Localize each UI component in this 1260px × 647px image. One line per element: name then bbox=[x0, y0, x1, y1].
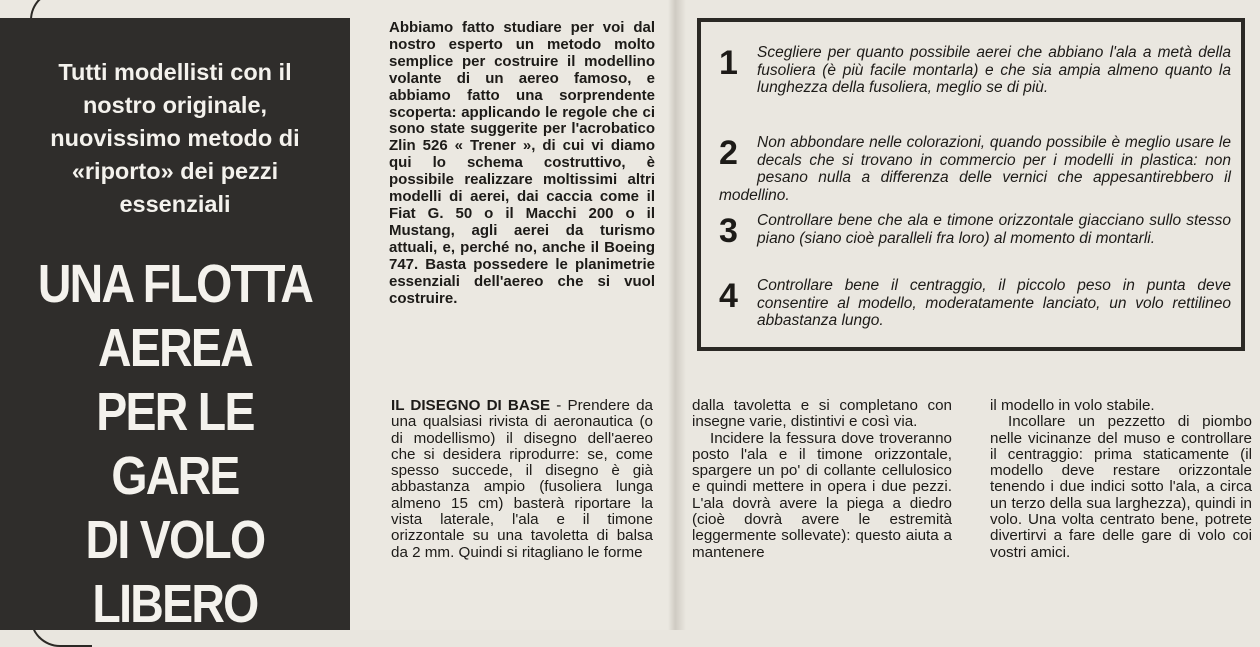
headline-line: PER LE GARE bbox=[96, 382, 254, 506]
article-column-1 bbox=[391, 398, 653, 561]
tip-text: Non abbondare nelle colorazioni, quando possibile è meglio usare le decals che si trovano in commercio per i modelli in plastica: non pesano nulla a differenza delle vernici che appesantirebbero il modellino. bbox=[719, 134, 1231, 204]
tips-box bbox=[697, 18, 1245, 351]
tip-item bbox=[719, 277, 1231, 330]
tip-number: 2 bbox=[719, 134, 738, 172]
column-paragraph: Incollare un pezzetto di piombo nelle vicinanze del muso e controllare il centraggio: prima staticamente (il modello deve restare orizzontale tenendo i due indici sotto l'ala, a circa un terzo della sua larghezza), quindi in volo. Una volta centrato bene, potrete divertirvi a fare delle gare di volo coi vostri amici. bbox=[990, 413, 1252, 561]
headline bbox=[30, 252, 321, 636]
column-text: - Prendere da una qualsiasi rivista di aeronautica (o di modellismo) il disegno dell'aereo che si desidera riprodurre: se, come spesso succede, il disegno è già abbastanza ampio (fusoliera lunga almeno 15 cm) basterà riportare la vista laterale, l'ala e il timone orizzontale su una tavoletta di balsa da 2 mm. Quindi si ritagliano le forme bbox=[391, 397, 653, 561]
tip-item bbox=[719, 212, 1231, 248]
column-paragraph: il modello in volo stabile. bbox=[990, 397, 1155, 414]
tip-number: 1 bbox=[719, 44, 738, 82]
subtitle: Tutti modellisti con il nostro originale, nuovissimo metodo di «riporto» dei pezzi essenziali bbox=[50, 59, 300, 217]
headline-line: AEREA bbox=[98, 318, 252, 378]
intro-paragraph: Abbiamo fatto studiare per voi dal nostro esperto un metodo molto semplice per costruire il modellino volante di un aereo famoso, e abbiamo fatto una sorprendente scoperta: applicando le regole che ci sono state suggerite per l'acrobatico Zlin 526 « Trener », di cui vi diamo qui lo schema costruttivo, è possibile realizzare moltissimi altri modelli di aerei, dai caccia come il Fiat G. 50 o il Macchi 200 o il Mustang, agli aerei da turismo attuali, e, perché no, anche il Boeing 747. Basta possedere le planimetrie essenziali dell'aereo che si vuol costruire. bbox=[389, 19, 655, 307]
tip-number: 3 bbox=[719, 212, 738, 250]
tip-number: 4 bbox=[719, 277, 738, 315]
column-paragraph: dalla tavoletta e si completano con insegne varie, distintivi e così via. bbox=[692, 397, 952, 431]
tip-text: Scegliere per quanto possibile aerei che abbiano l'ala a metà della fusoliera (è più facile montarla) e che sia ampia almeno quanto la lunghezza della fusoliera, meglio se di più. bbox=[757, 44, 1231, 97]
tip-text: Controllare bene il centraggio, il piccolo peso in punta deve consentire al modello, moderatamente lanciato, un volo rettilineo abbastanza lungo. bbox=[757, 277, 1231, 330]
headline-line: DI VOLO bbox=[85, 510, 265, 570]
article-column-2 bbox=[692, 398, 952, 561]
section-heading: IL DISEGNO DI BASE bbox=[391, 397, 551, 414]
page-gutter bbox=[668, 0, 686, 630]
tip-item bbox=[719, 44, 1231, 97]
tip-text: Controllare bene che ala e timone orizzontale giacciano sullo stesso piano (siano cioè paralleli fra loro) al momento di montarli. bbox=[757, 212, 1231, 247]
article-column-3 bbox=[990, 398, 1252, 561]
column-paragraph: Incidere la fessura dove troveranno posto l'ala e il timone orizzontale, spargere un po' di collante cellulosico e quindi mettere in opera i due pezzi. L'ala dovrà avere la piega a diedro (cioè dovrà avere le estremità leggermente sollevate): questo aiuta a mantenere bbox=[692, 429, 952, 561]
headline-line: UNA FLOTTA bbox=[37, 254, 313, 314]
tip-item bbox=[719, 134, 1231, 204]
headline-line: LIBERO bbox=[92, 574, 258, 634]
